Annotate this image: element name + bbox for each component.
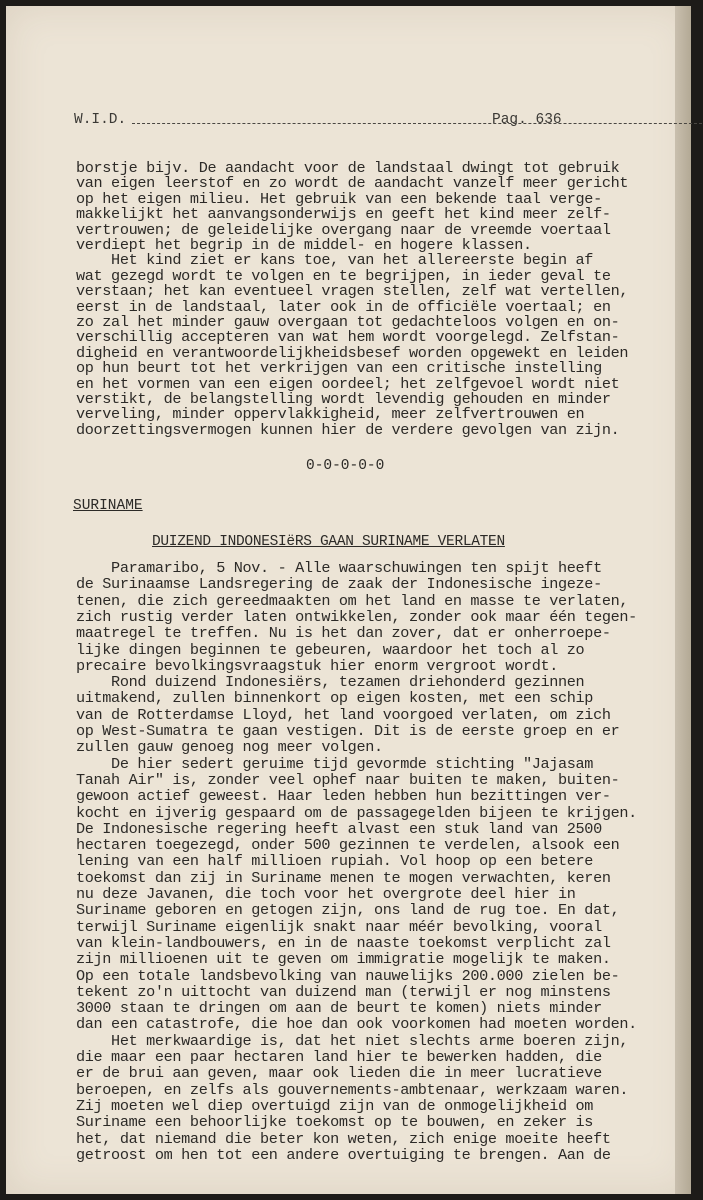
section-separator: 0-0-0-0-0 bbox=[306, 458, 385, 474]
text-line: zijn millioenen uit te geven om immigratie mogelijk te maken. bbox=[76, 950, 611, 969]
text-line: zullen gauw genoeg nog meer volgen. bbox=[76, 738, 383, 757]
text-line: tekent zo'n uittocht van duizend man (terwijl er nog minstens bbox=[76, 982, 611, 1001]
text-line: Tanah Air" is, zonder veel ophef naar buiten te maken, buiten- bbox=[76, 770, 620, 789]
text-line: het, dat niemand die beter kon weten, zich enige moeite heeft bbox=[76, 1129, 611, 1148]
text-line: De Indonesische regering heeft alvast een stuk land van 2500 bbox=[76, 819, 602, 838]
text-line: Paramaribo, 5 Nov. - Alle waarschuwingen ten spijt heeft bbox=[76, 559, 602, 577]
text-line: vertrouwen; de geleidelijke overgang naar de vreemde voertaal bbox=[76, 220, 611, 239]
text-line: op West-Sumatra te gaan vestigen. Dit is de eerste groep en er bbox=[76, 722, 620, 740]
text-line: getroost om hen tot een andere overtuiging te brengen. Aan de bbox=[76, 1145, 611, 1164]
article-headline: DUIZEND INDONESIëRS GAAN SURINAME VERLATEN bbox=[152, 534, 505, 550]
text-line: terwijl Suriname eigenlijk snakt naar méér bevolking, vooral bbox=[76, 917, 602, 936]
section-heading: SURINAME bbox=[73, 498, 143, 514]
text-line: maatregel te treffen. Nu is het dan zover, dat er onherroepe- bbox=[76, 624, 611, 643]
text-line: van de Rotterdamse Lloyd, het land voorgoed verlaten, om zich bbox=[76, 705, 611, 724]
text-line: tenen, die zich gereedmaakten om het land en masse te verlaten, bbox=[76, 591, 629, 610]
text-line: van eigen leerstof en zo wordt de aandacht vanzelf meer gericht bbox=[76, 174, 629, 193]
text-line: nu deze Javanen, die toch voor het overgrote deel hier in bbox=[76, 885, 576, 903]
text-line: van klein-landbouwers, en in de naaste toekomst verplicht zal bbox=[76, 933, 611, 952]
text-line: er de brui aan geven, maar ook lieden die in meer lucratieve bbox=[76, 1064, 602, 1083]
text-line: precaire bevolkingsvraagstuk hier enorm vergroot wordt. bbox=[76, 656, 559, 675]
text-line: 3000 staan te dringen om aan de beurt te komen) niets minder bbox=[76, 999, 602, 1018]
text-line: die maar een paar hectaren land hier te bewerken hadden, die bbox=[76, 1048, 602, 1066]
publication-code: W.I.D. bbox=[74, 112, 127, 128]
text-line: uitmakend, zullen binnenkort op eigen kosten, met een schip bbox=[76, 689, 594, 708]
text-line: Suriname een behoorlijke toekomst op te bouwen, en zeker is bbox=[76, 1113, 594, 1132]
text-line: verdiept het begrip in de middel- en hogere klassen. bbox=[76, 236, 532, 254]
text-line: beroepen, en zelfs als gouvernements-ambtenaar, werkzaam waren. bbox=[76, 1080, 629, 1099]
text-line: lijke dingen beginnen te gebeuren, waardoor het toch al zo bbox=[76, 640, 585, 659]
text-line: lening van een half millioen rupiah. Vol hoop op een betere bbox=[76, 852, 594, 871]
text-line: borstje bijv. De aandacht voor de landstaal dwingt tot gebruik bbox=[76, 159, 620, 177]
text-line: en het vormen van een eigen oordeel; het zelfgevoel wordt niet bbox=[76, 374, 620, 393]
text-line: Zij moeten wel diep overtuigd zijn van de onmogelijkheid om bbox=[76, 1096, 594, 1115]
text-line: kocht en ijverig gespaard om de passagegelden bijeen te krijgen. bbox=[76, 803, 637, 822]
text-line: Het merkwaardige is, dat het niet slechts arme boeren zijn, bbox=[76, 1031, 629, 1050]
text-line: op hun beurt tot het verkrijgen van een critische instelling bbox=[76, 359, 602, 378]
text-line: dan een catastrofe, die hoe dan ook voorkomen had moeten worden. bbox=[76, 1015, 637, 1034]
page-header bbox=[74, 112, 634, 132]
page-number: Pag. 636 bbox=[492, 112, 562, 128]
text-line: verschillig accepteren van wat hem wordt voorgelegd. Zelfstan- bbox=[76, 328, 620, 347]
text-line: wat gezegd wordt te volgen en te begrijpen, in ieder geval te bbox=[76, 266, 611, 285]
text-line: makkelijkt het aanvangsonderwijs en geeft het kind meer zelf- bbox=[76, 205, 611, 224]
text-line: verstikt, de belangstelling wordt levendig gehouden en minder bbox=[76, 390, 611, 408]
text-line: verstaan; het kan eventueel vragen stellen, zelf wat vertellen, bbox=[76, 282, 629, 301]
page-edge bbox=[675, 6, 691, 1194]
header-rule bbox=[132, 123, 702, 124]
text-line: zo zal het minder gauw overgaan tot gedachteloos volgen en on- bbox=[76, 313, 620, 331]
text-line: De hier sedert geruime tijd gevormde stichting "Jajasam bbox=[76, 754, 594, 773]
text-line: doorzettingsvermogen kunnen hier de verdere gevolgen van zijn. bbox=[76, 420, 620, 439]
text-line: zich rustig verder laten ontwikkelen, zonder ook maar één tegen- bbox=[76, 607, 637, 626]
text-line: Suriname geboren en getogen zijn, ons land de rug toe. En dat, bbox=[76, 901, 620, 920]
text-line: op het eigen milieu. Het gebruik van een bekende taal verge- bbox=[76, 189, 602, 208]
text-line: digheid en verantwoordelijkheidsbesef worden opgewekt en leiden bbox=[76, 343, 629, 362]
text-line: eerst in de landstaal, later ook in de officiële voertaal; en bbox=[76, 297, 611, 316]
text-line: verveling, minder oppervlakkigheid, meer zelfvertrouwen en bbox=[76, 405, 585, 424]
text-line: Het kind ziet er kans toe, van het allereerste begin af bbox=[76, 251, 594, 270]
text-line: Op een totale landsbevolking van nauwelijks 200.000 zielen be- bbox=[76, 966, 620, 985]
text-line: hectaren toegezegd, onder 500 gezinnen te verdelen, alsook een bbox=[76, 836, 620, 855]
text-line: Rond duizend Indonesiërs, tezamen driehonderd gezinnen bbox=[76, 673, 585, 692]
text-line: de Surinaamse Landsregering de zaak der Indonesische ingeze- bbox=[76, 575, 602, 594]
text-line: gewoon actief geweest. Haar leden hebben hun bezittingen ver- bbox=[76, 787, 611, 806]
text-line: toekomst dan zij in Suriname menen te mogen verwachten, keren bbox=[76, 868, 611, 887]
